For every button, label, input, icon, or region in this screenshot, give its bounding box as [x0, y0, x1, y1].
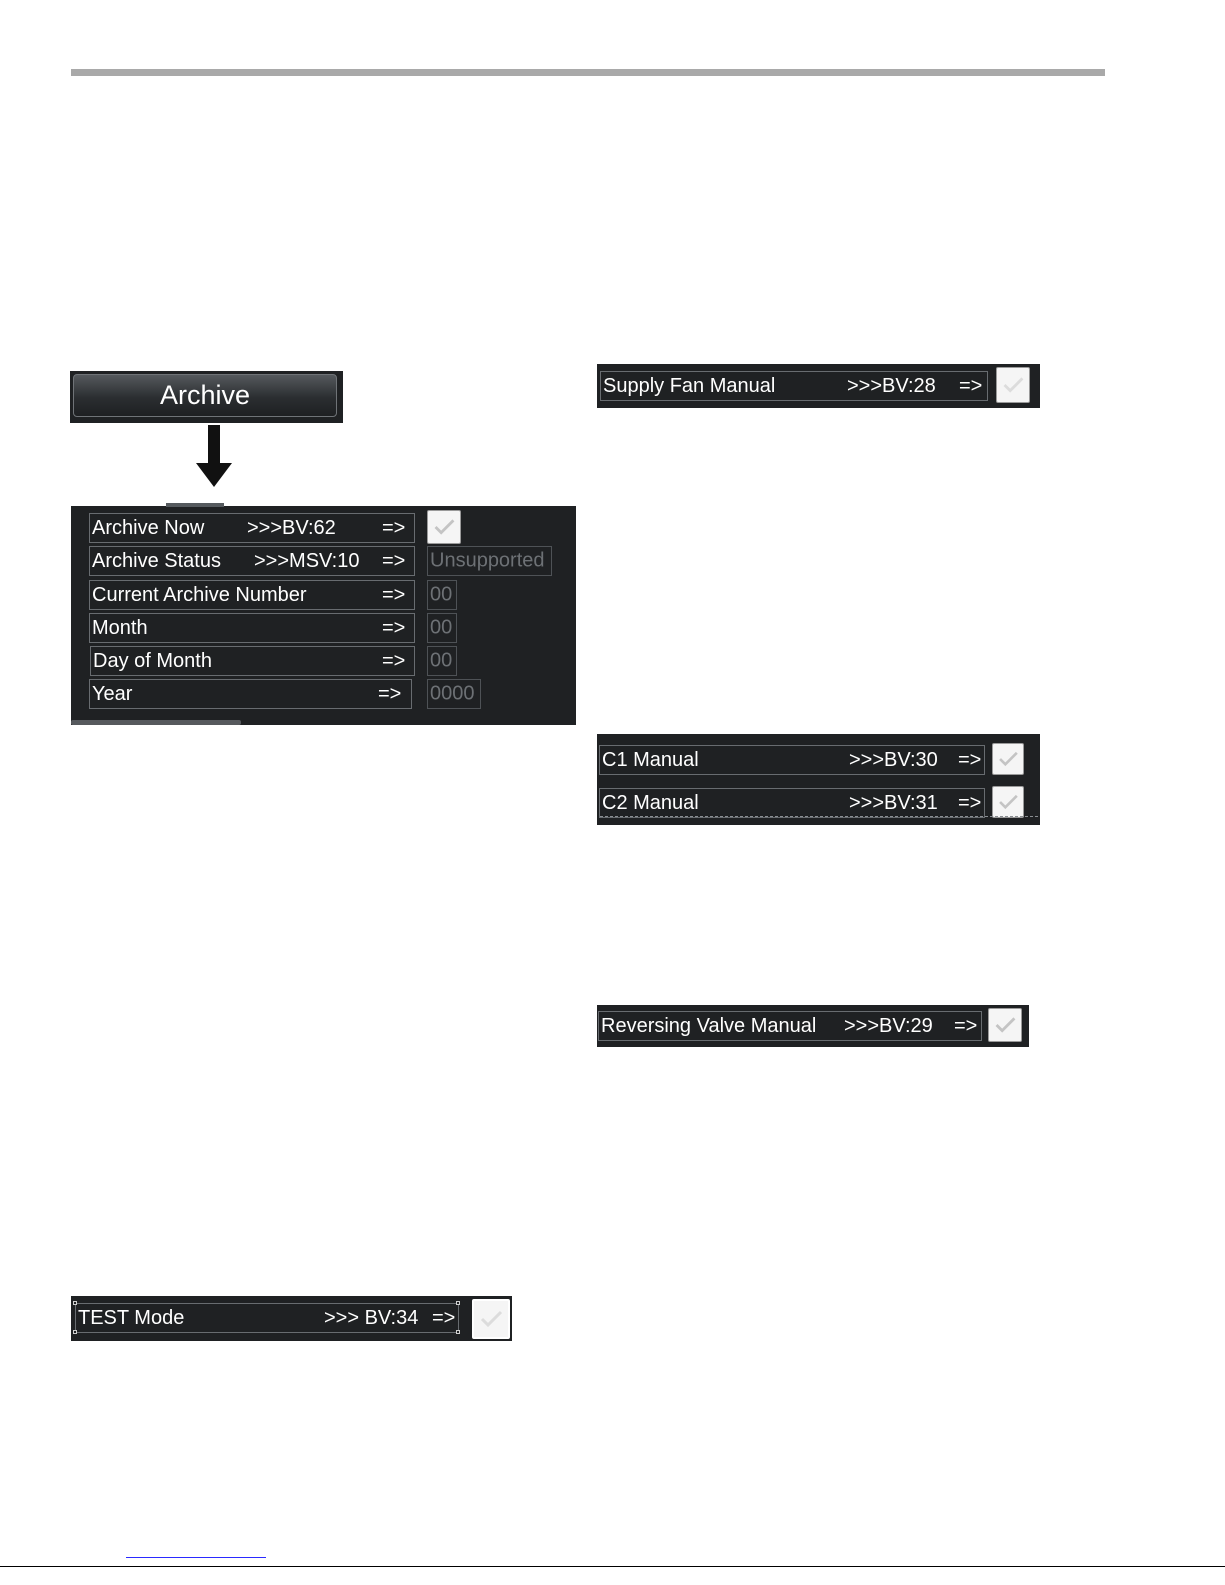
down-arrow-icon [196, 425, 232, 487]
month-value: 00 [427, 613, 457, 643]
selection-handle [456, 1330, 460, 1334]
footer-link-underline[interactable] [126, 1557, 266, 1558]
current-archive-number-field: Current Archive Number => [89, 580, 415, 610]
header-rule [71, 69, 1105, 76]
year-field: Year => [89, 679, 412, 709]
selection-handle [73, 1330, 77, 1334]
archive-status-field: Archive Status >>>MSV:10 => [89, 546, 415, 576]
c2-manual-field: C2 Manual >>>BV:31 => [599, 788, 985, 818]
day-of-month-field: Day of Month => [90, 646, 415, 676]
checkmark-icon [993, 744, 1023, 774]
checkmark-icon [993, 787, 1023, 817]
test-mode-checkbox[interactable] [472, 1299, 510, 1339]
scrollbar[interactable] [71, 720, 241, 725]
archive-now-checkbox[interactable] [427, 510, 461, 544]
reversing-valve-checkbox[interactable] [988, 1008, 1022, 1042]
checkmark-icon [428, 511, 460, 543]
archive-now-field: Archive Now >>>BV:62 => [89, 513, 415, 543]
archive-button[interactable]: Archive [73, 374, 337, 417]
checkmark-icon [474, 1301, 508, 1337]
reversing-valve-field: Reversing Valve Manual >>>BV:29 => [598, 1011, 982, 1041]
c1-manual-field: C1 Manual >>>BV:30 => [599, 745, 985, 775]
year-value: 0000 [427, 679, 481, 709]
checkmark-icon [997, 368, 1029, 402]
archive-button-panel [70, 371, 343, 423]
current-archive-number-value: 00 [427, 580, 457, 610]
day-of-month-value: 00 [427, 646, 457, 676]
month-field: Month => [89, 613, 415, 643]
c1-manual-checkbox[interactable] [992, 743, 1024, 775]
test-mode-field: TEST Mode >>> BV:34 => [75, 1303, 459, 1333]
tab-indicator [166, 503, 224, 507]
archive-status-value: Unsupported [427, 546, 552, 576]
checkmark-icon [989, 1009, 1021, 1041]
supply-fan-field: Supply Fan Manual >>>BV:28 => [600, 371, 988, 401]
supply-fan-checkbox[interactable] [996, 367, 1030, 403]
selection-handle [73, 1301, 77, 1305]
footer-rule [0, 1566, 1225, 1567]
c2-manual-checkbox[interactable] [992, 786, 1024, 818]
dashed-divider [600, 816, 1038, 817]
selection-handle [456, 1301, 460, 1305]
